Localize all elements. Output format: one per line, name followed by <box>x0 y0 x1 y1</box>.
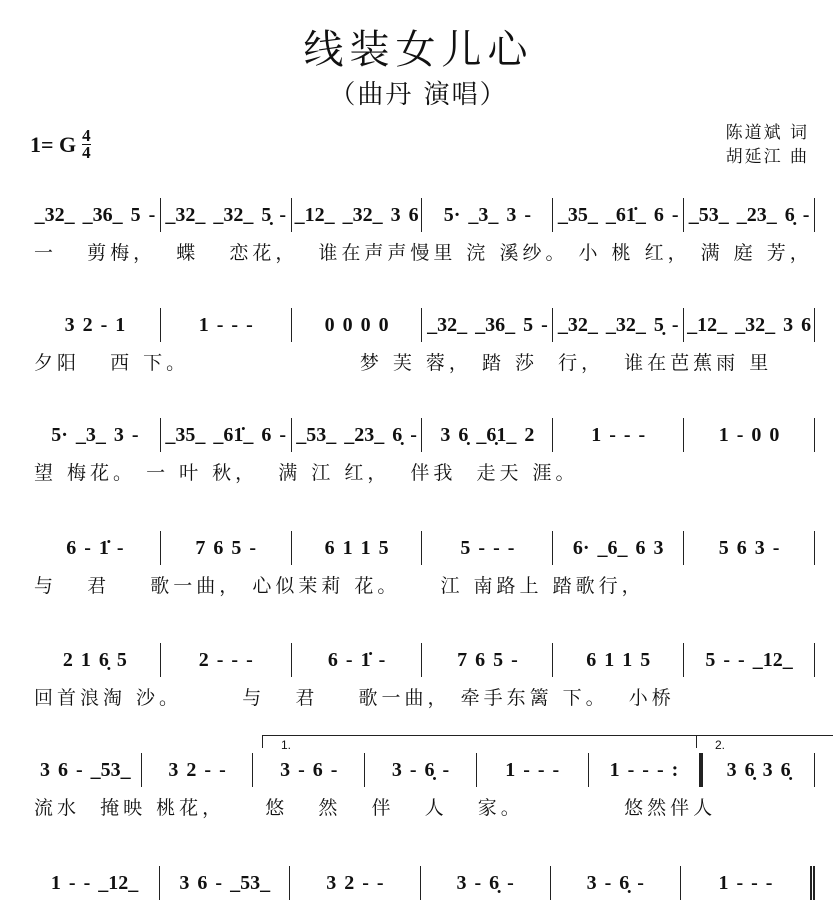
time-signature <box>82 128 91 161</box>
key-signature <box>30 128 91 161</box>
measure: 1 - - - : <box>589 753 704 787</box>
measure: _53_ _23_ 6̣ - <box>684 198 815 232</box>
measure: 7 6 5 - <box>422 643 553 677</box>
measure: _12_ _32_ 3 6 <box>292 198 423 232</box>
measure: 1 - - - <box>161 308 292 342</box>
measure: _32_ _36_ 5 - <box>422 308 553 342</box>
measure: 3 - 6̣ - <box>421 866 551 900</box>
measure: 3 6̣ _6̣1_ 2 <box>422 418 553 452</box>
staff-line <box>30 866 815 900</box>
lyrics-line: 流水 掩映 桃花， 悠 然 伴 人 家。 悠然伴人 <box>34 797 717 819</box>
staff-line <box>30 418 815 452</box>
staff-line <box>30 308 815 342</box>
measure: 2 1 6̣ 5 <box>30 643 161 677</box>
measure: _53_ _23_ 6̣ - <box>292 418 423 452</box>
measure: _32_ _32_ 5̣ - <box>161 198 292 232</box>
measure: 3 6 - _53_ <box>160 866 290 900</box>
performer-subtitle: （曲丹 演唱） <box>329 80 508 110</box>
measure: 5· _3_ 3 - <box>422 198 553 232</box>
lyrics-line: 回首浪淘 沙。 与 君 歌一曲， 牵手东篱 下。 小桥 <box>34 687 675 709</box>
measure: 1 - - _12_ <box>30 866 160 900</box>
measure: 1 - - - <box>553 418 684 452</box>
measure: _35_ _61̇_ 6 - <box>161 418 292 452</box>
lyrics-line: 一 剪梅， 蝶 恋花， 谁在声声慢里 浣 溪纱。 小 桃 红， 满 庭 芳， <box>34 242 813 264</box>
measure: 1 - - - <box>477 753 589 787</box>
measure: 3 2 - - <box>142 753 254 787</box>
measure: 5 - - _12_ <box>684 643 815 677</box>
measure: 6 1 1 5 <box>292 531 423 565</box>
measure: 6 - 1̇ - <box>30 531 161 565</box>
measure: 5 6 3 - <box>684 531 815 565</box>
lyrics-line: 与 君 歌一曲， 心似茉莉 花。 江 南路上 踏歌行， <box>34 575 645 597</box>
volta-second: 2. <box>696 735 833 748</box>
measure: 5 - - - <box>422 531 553 565</box>
time-top: 4 <box>82 126 91 145</box>
measure: 3 - 6 - <box>253 753 365 787</box>
measure: 5· _3_ 3 - <box>30 418 161 452</box>
lyrics-line: 夕阳 西 下。 梦 芙 蓉， 踏 莎 行， 谁在芭蕉雨 里 <box>34 352 773 374</box>
measure: _32_ _32_ 5̣ - <box>553 308 684 342</box>
time-bottom: 4 <box>82 143 91 162</box>
measure: 3 6̣ 3 6̣ <box>703 753 815 787</box>
measure: _35_ _61̇_ 6 - <box>553 198 684 232</box>
staff-line <box>30 198 815 232</box>
measure: _12_ _32_ 3 6 <box>684 308 815 342</box>
measure: 3 6 - _53_ <box>30 753 142 787</box>
measure: 6· _6_ 6 3 <box>553 531 684 565</box>
key-label: 1= G <box>30 131 77 157</box>
lyrics-line: 望 梅花。 一 叶 秋， 满 江 红， 伴我 走天 涯。 <box>34 462 579 484</box>
measure: _32_ _36_ 5 - <box>30 198 161 232</box>
measure: 0 0 0 0 <box>292 308 423 342</box>
measure: 3 - 6̣ - <box>551 866 681 900</box>
measure: 7 6 5 - <box>161 531 292 565</box>
lyricist-credit: 陈道斌 词 <box>725 123 809 143</box>
measure: 6 1 1 5 <box>553 643 684 677</box>
staff-line <box>30 753 815 787</box>
measure: 1 - 0 0 <box>684 418 815 452</box>
staff-line <box>30 531 815 565</box>
staff-line <box>30 643 815 677</box>
composer-credit: 胡延江 曲 <box>725 147 809 167</box>
measure: 6 - 1̇ - <box>292 643 423 677</box>
measure: 2 - - - <box>161 643 292 677</box>
measure: 3 2 - - <box>290 866 420 900</box>
song-title: 线装女儿心 <box>303 27 534 73</box>
measure: 3 - 6̣ - <box>365 753 477 787</box>
measure: 3 2 - 1 <box>30 308 161 342</box>
volta-first: 1. <box>262 735 711 748</box>
measure: 1 - - - <box>681 866 815 900</box>
